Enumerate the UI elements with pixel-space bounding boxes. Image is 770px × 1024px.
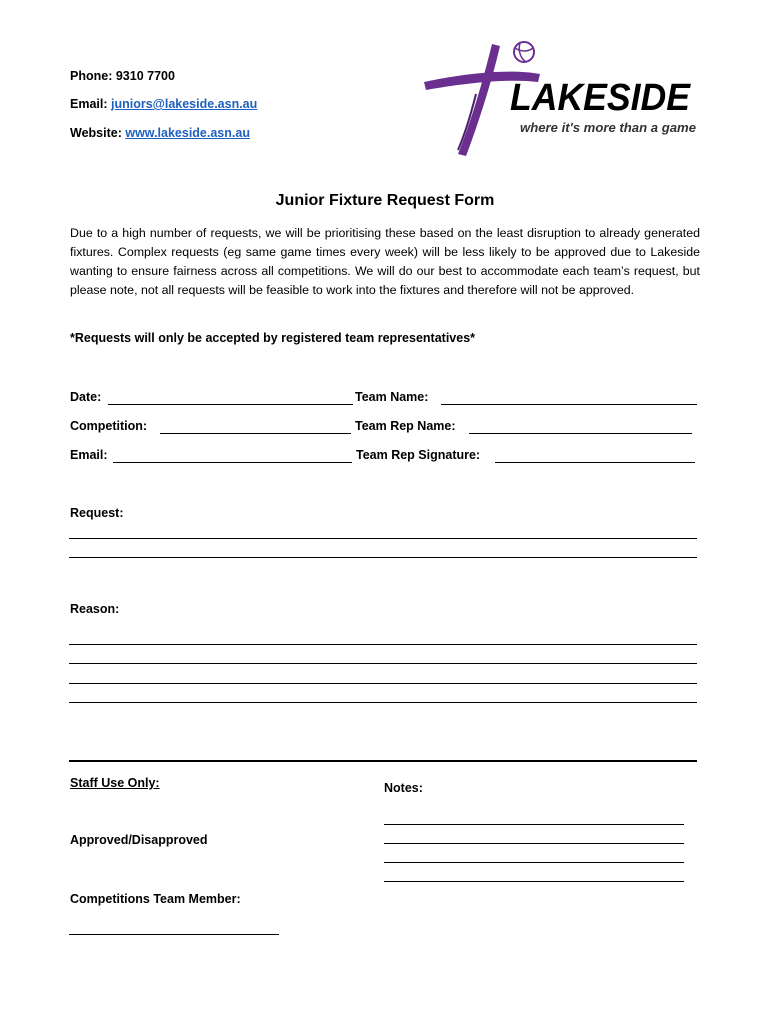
notes-line-4[interactable] — [384, 881, 684, 882]
reason-label: Reason: — [70, 602, 120, 616]
competition-field[interactable] — [160, 433, 351, 434]
approved-disapproved-label: Approved/Disapproved — [70, 833, 208, 847]
email-label: Email: — [70, 97, 108, 111]
competition-label: Competition: — [70, 419, 148, 433]
competitions-team-member-label: Competitions Team Member: — [70, 892, 241, 906]
date-label: Date: — [70, 390, 102, 404]
intro-paragraph: Due to a high number of requests, we will be prioritising these based on the least disruption to already generated fixtures. Complex requests (eg same game times every week) will be less likely to be approved due to Lakeside wanting to ensure fairness across all competitions. We will do our best to accommodate each team’s request, but please note, not all requests will be feasible to work into the fixtures and therefore will not be approved. — [70, 226, 700, 297]
request-line-1[interactable] — [69, 538, 697, 539]
section-divider — [69, 760, 697, 762]
phone-label: Phone: — [70, 69, 113, 83]
website-label: Website: — [70, 126, 122, 140]
team-rep-signature-field[interactable] — [495, 462, 695, 463]
logo-tagline: where it's more than a game — [520, 121, 697, 135]
notes-line-1[interactable] — [384, 824, 684, 825]
notes-line-2[interactable] — [384, 843, 684, 844]
email-field-label: Email: — [70, 448, 108, 462]
ball-icon — [514, 42, 534, 62]
team-member-field[interactable] — [69, 934, 279, 935]
team-rep-name-field[interactable] — [469, 433, 692, 434]
form-title: Junior Fixture Request Form — [275, 192, 495, 209]
website-line — [70, 126, 250, 140]
reason-line-2[interactable] — [69, 663, 697, 664]
reason-line-1[interactable] — [69, 644, 697, 645]
staff-use-heading: Staff Use Only: — [70, 776, 160, 790]
phone-line — [70, 69, 175, 83]
email-line — [70, 97, 257, 111]
website-link[interactable]: www.lakeside.asn.au — [125, 126, 250, 140]
notes-line-3[interactable] — [384, 862, 684, 863]
cross-vertical-stroke — [458, 44, 500, 156]
team-name-label: Team Name: — [355, 390, 429, 404]
reason-line-3[interactable] — [69, 683, 697, 684]
request-line-2[interactable] — [69, 557, 697, 558]
lakeside-logo — [420, 38, 705, 160]
notice-text: *Requests will only be accepted by registered team representatives* — [70, 331, 476, 345]
notes-label: Notes: — [384, 781, 423, 795]
lakeside-logo-graphic — [420, 38, 705, 160]
team-rep-signature-label: Team Rep Signature: — [356, 448, 481, 462]
reason-line-4[interactable] — [69, 702, 697, 703]
phone-value: 9310 7700 — [115, 69, 175, 83]
team-rep-name-label: Team Rep Name: — [355, 419, 456, 433]
email-link[interactable]: juniors@lakeside.asn.au — [111, 97, 258, 111]
request-label: Request: — [70, 506, 124, 520]
email-field[interactable] — [113, 462, 352, 463]
team-name-field[interactable] — [441, 404, 697, 405]
logo-wordmark: LAKESIDE — [510, 77, 692, 119]
date-field[interactable] — [108, 404, 353, 405]
